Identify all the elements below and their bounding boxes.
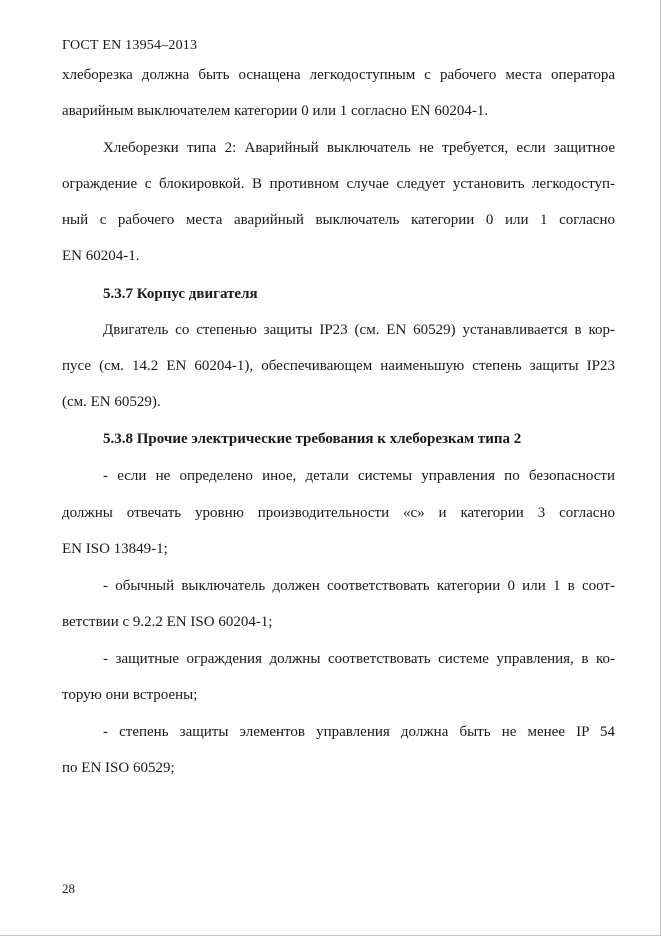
text-line: EN 60204-1. xyxy=(62,248,140,264)
text-line: Хлеборезки типа 2: Аварийный выключатель не требуется, если защитное xyxy=(103,140,615,156)
text-line: аварийным выключателем категории 0 или 1 согласно EN 60204-1. xyxy=(62,103,489,119)
text-line: ный с рабочего места аварийный выключатель категории 0 или 1 согласно xyxy=(62,212,615,228)
list-item-line: EN ISO 13849-1; xyxy=(62,541,168,557)
text-line: (см. EN 60529). xyxy=(62,394,161,410)
text-line: хлеборезка должна быть оснащена легкодоступным с рабочего места оператора xyxy=(62,67,615,83)
text-line: ограждение с блокировкой. В противном случае следует установить легкодоступ- xyxy=(62,176,615,192)
page-number: 28 xyxy=(62,881,75,896)
list-item-line: должны отвечать уровню производительности «c» и категории 3 согласно xyxy=(62,505,615,521)
section-heading-5-3-7: 5.3.7 Корпус двигателя xyxy=(103,286,258,302)
document-header: ГОСТ EN 13954–2013 xyxy=(62,38,198,53)
list-item-line: - обычный выключатель должен соответствовать категории 0 или 1 в соот- xyxy=(103,578,615,594)
text-line: пусе (см. 14.2 EN 60204-1), обеспечивающем наименьшую степень защиты IP23 xyxy=(62,358,615,374)
list-item-line: - степень защиты элементов управления должна быть не менее IP 54 xyxy=(103,724,615,740)
list-item-line: торую они встроены; xyxy=(62,687,198,703)
list-item-line: - защитные ограждения должны соответствовать системе управления, в ко- xyxy=(103,651,615,667)
list-item-line: ветствии с 9.2.2 EN ISO 60204-1; xyxy=(62,614,273,630)
text-line: Двигатель со степенью защиты IP23 (см. EN 60529) устанавливается в кор- xyxy=(103,322,615,338)
section-heading-5-3-8: 5.3.8 Прочие электрические требования к хлеборезкам типа 2 xyxy=(103,431,522,447)
list-item-line: по EN ISO 60529; xyxy=(62,760,175,776)
list-item-line: - если не определено иное, детали системы управления по безопасности xyxy=(103,468,615,484)
